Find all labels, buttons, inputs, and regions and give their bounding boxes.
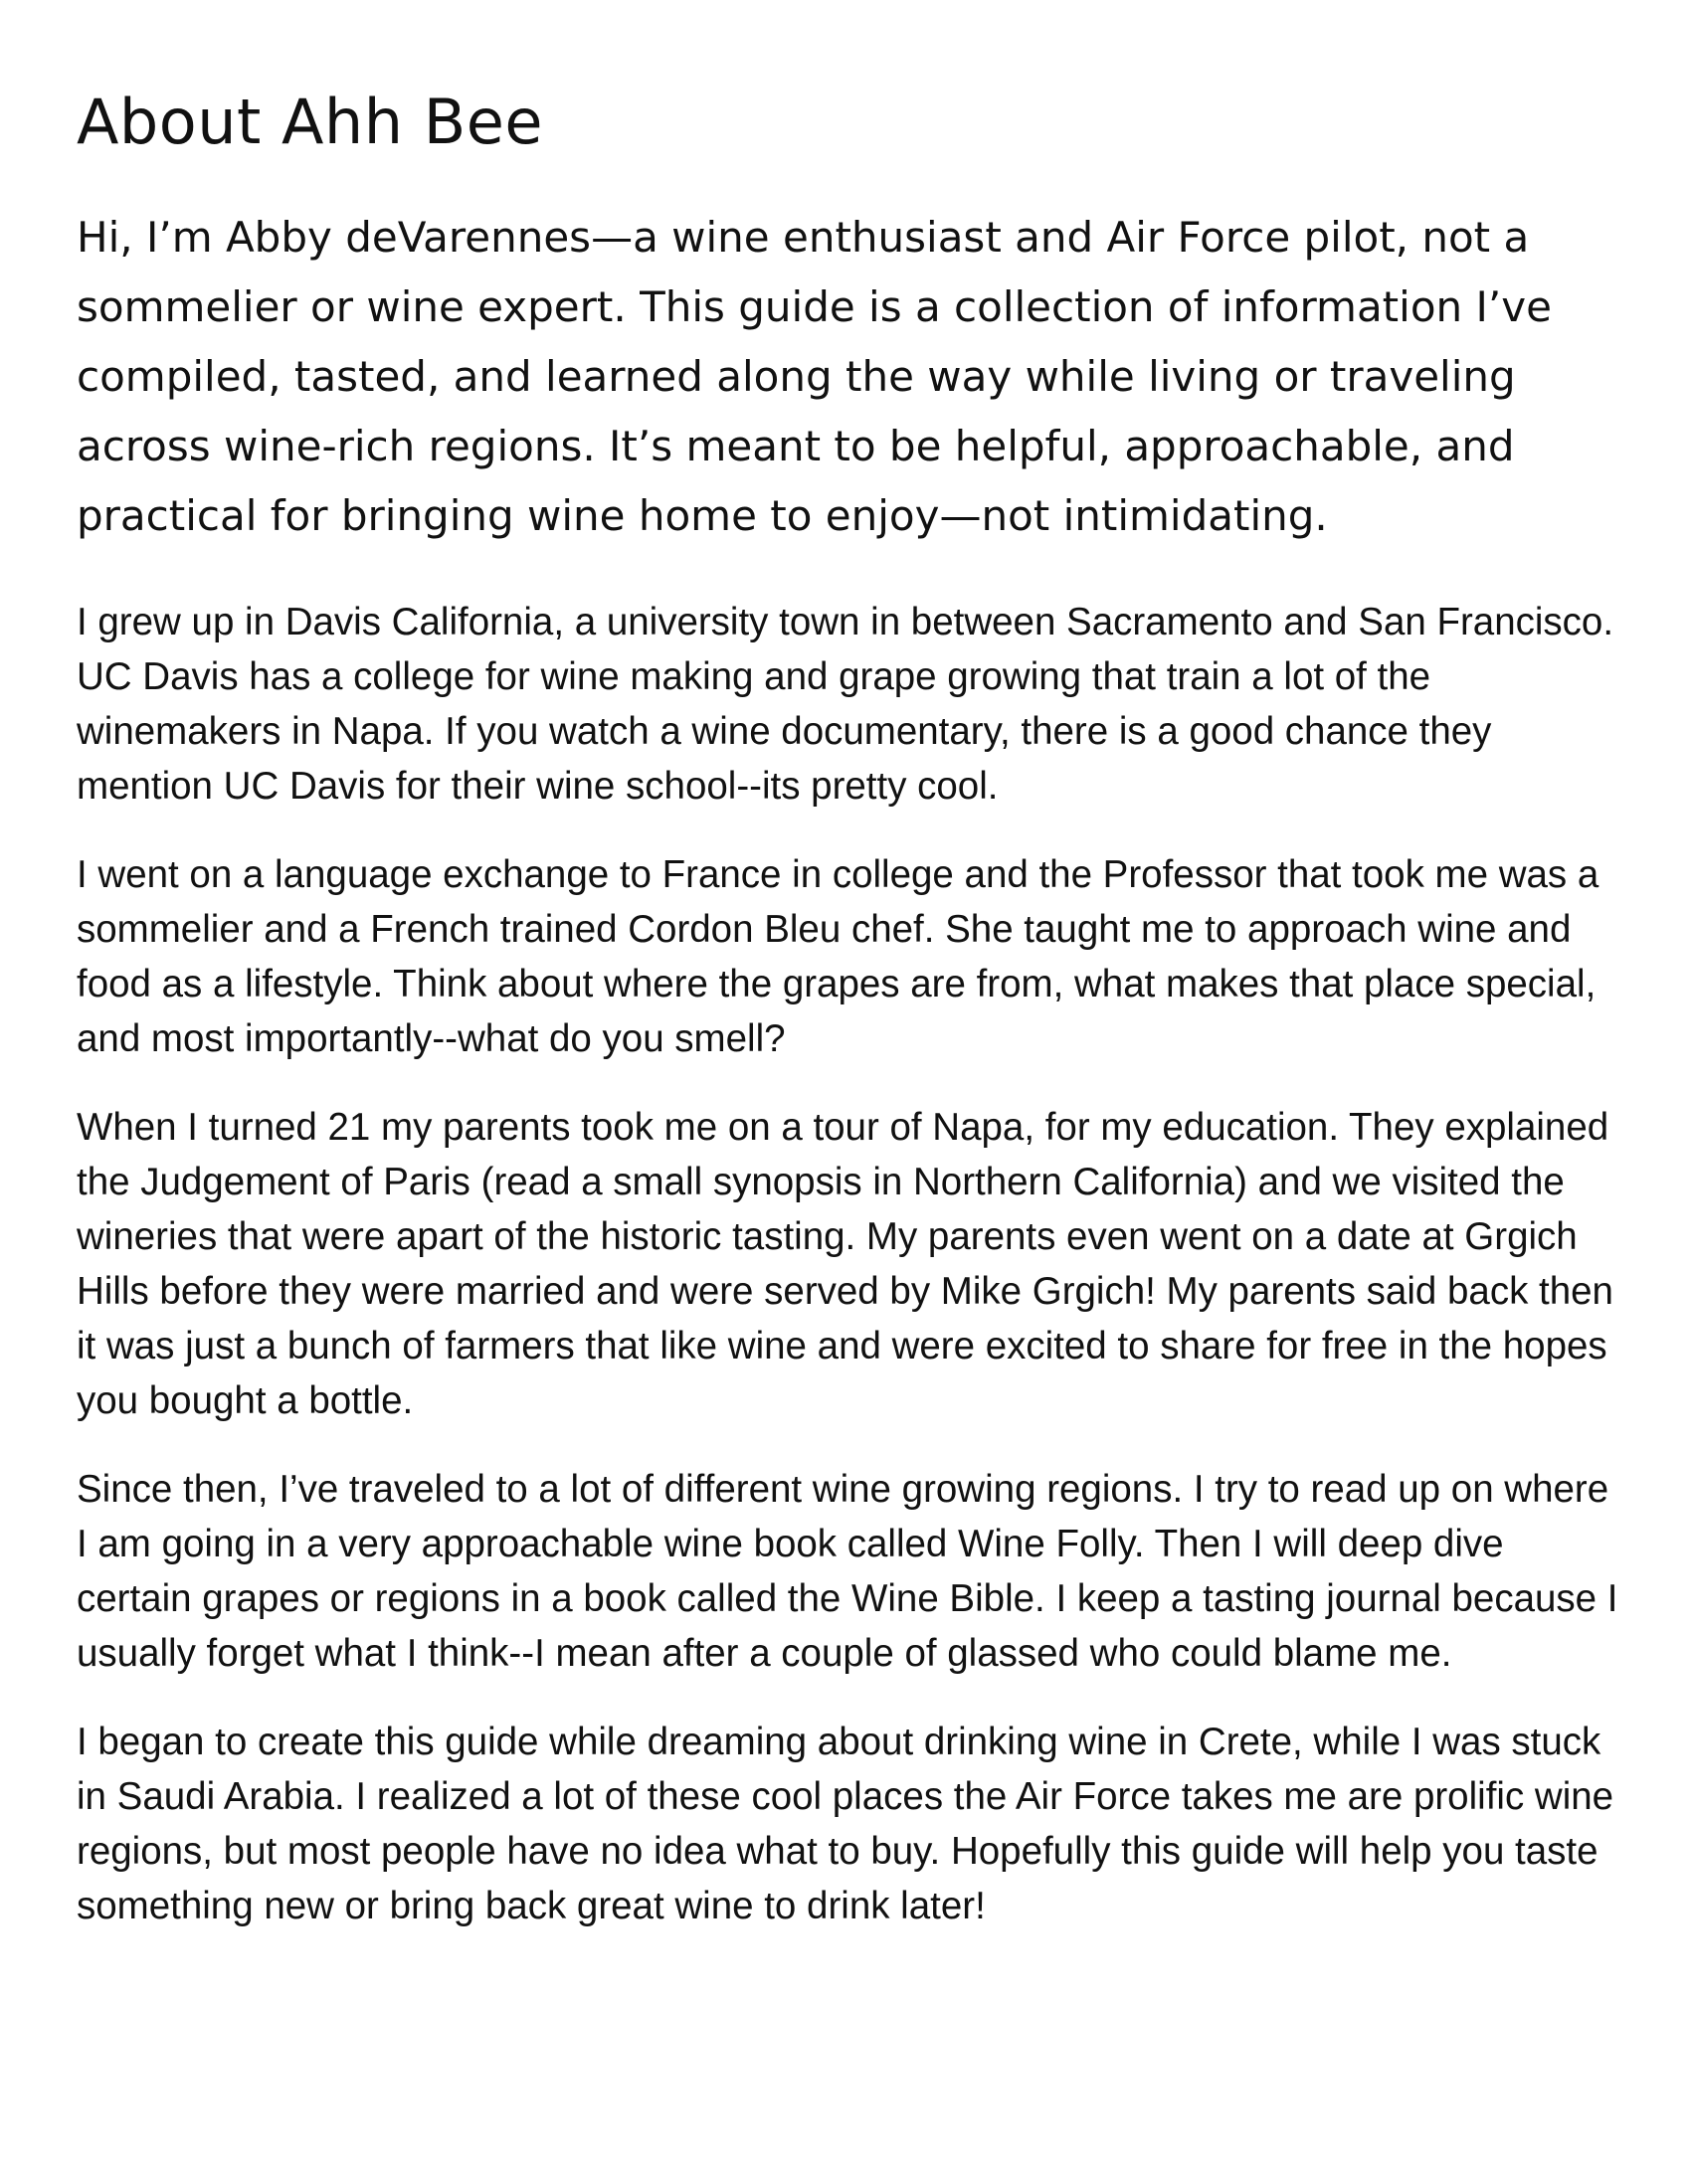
body-paragraph-guide-origin: I began to create this guide while dreaming about drinking wine in Crete, while I was stuck in Saudi Arabia. I realized a lot of these cool places the Air Force takes me are prolific wine regions, but most people have no idea what to buy. Hopefully this guide will help you taste something new or bring back great wine to drink later! bbox=[77, 1721, 1614, 1927]
body-paragraph-travels: Since then, I’ve traveled to a lot of different wine growing regions. I try to read up on where I am going in a very approachable wine book called Wine Folly. Then I will deep dive certain grapes or regions in a book called the Wine Bible. I keep a tasting journal because I usually forget what I think--I mean after a couple of glassed who could blame me. bbox=[77, 1468, 1618, 1675]
intro-paragraph: Hi, I’m Abby deVarennes—a wine enthusiast and Air Force pilot, not a sommelier or wine expert. This guide is a collection of information I’ve compiled, tasted, and learned along the way while living or traveling across wine-rich regions. It’s meant to be helpful, approachable, and practical for bringing wine home to enjoy—not intimidating. bbox=[77, 213, 1552, 540]
body-paragraph-france: I went on a language exchange to France in college and the Professor that took me was a sommelier and a French trained Cordon Bleu chef. She taught me to approach wine and food as a lifestyle. Think about where the grapes are from, what makes that place special, and most importantly--what do you smell? bbox=[77, 853, 1599, 1060]
page-title: About Ahh Bee bbox=[77, 86, 544, 158]
body-paragraph-napa: When I turned 21 my parents took me on a tour of Napa, for my education. They explained the Judgement of Paris (read a small synopsis in Northern California) and we visited the wineries that were apart of the historic tasting. My parents even went on a date at Grgich Hills before they were married and were served by Mike Grgich! My parents said back then it was just a bunch of farmers that like wine and were excited to share for free in the hopes you bought a bottle. bbox=[77, 1106, 1613, 1422]
about-page bbox=[77, 80, 1628, 1967]
body-paragraph-davis: I grew up in Davis California, a university town in between Sacramento and San Francisco. UC Davis has a college for wine making and grape growing that train a lot of the winemakers in Napa. If you watch a wine documentary, there is a good chance they mention UC Davis for their wine school--its pretty cool. bbox=[77, 601, 1614, 808]
